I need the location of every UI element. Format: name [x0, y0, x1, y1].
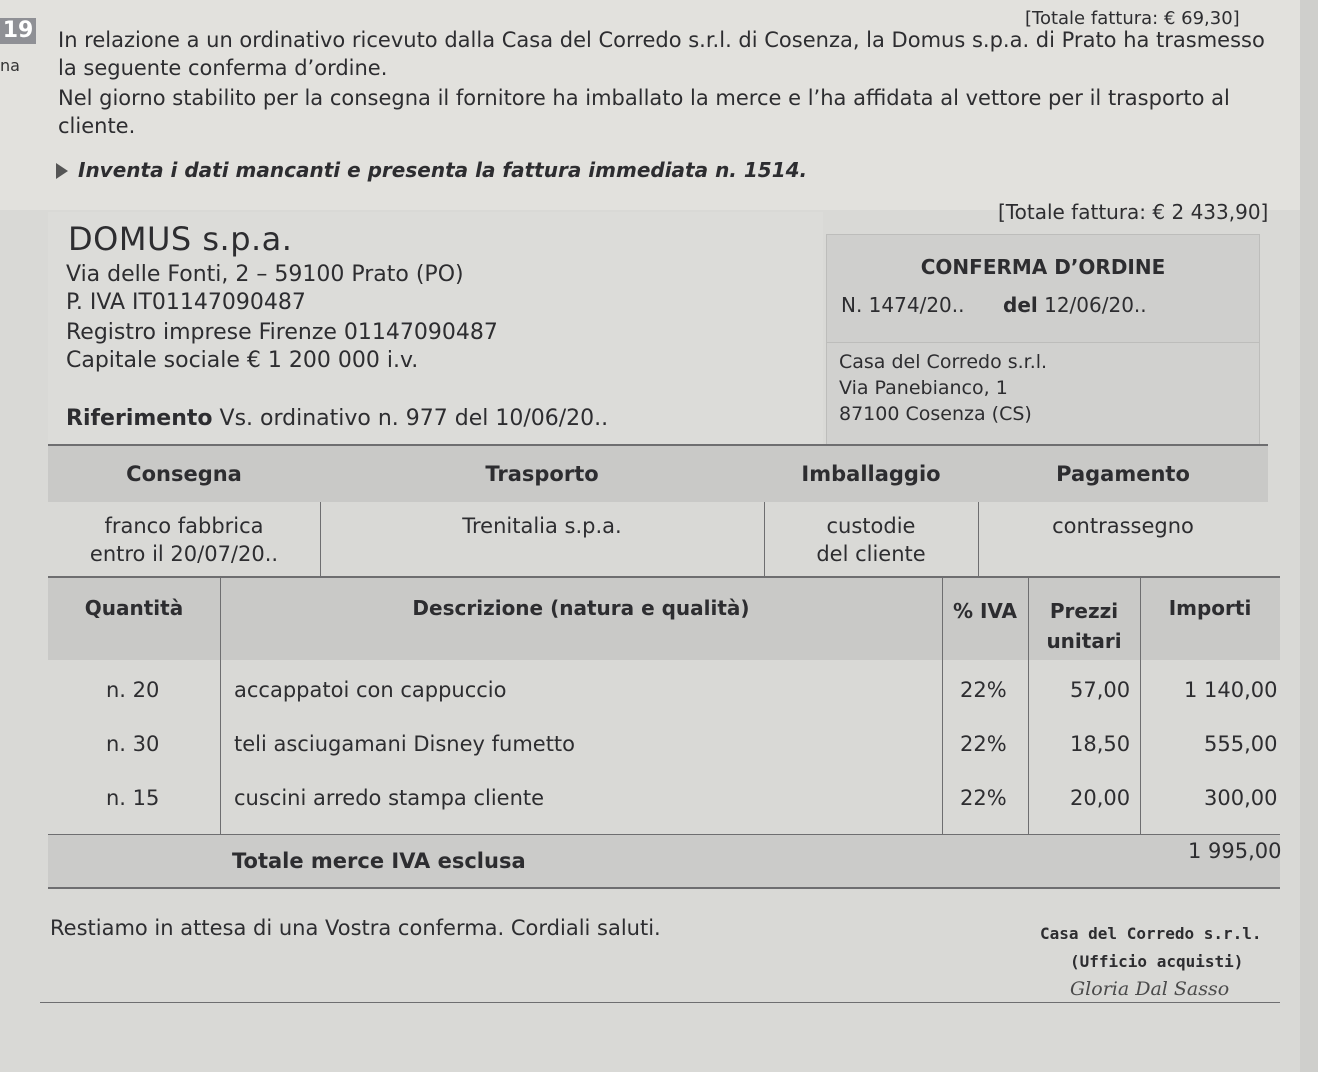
item-amount: 1 140,00	[1184, 678, 1278, 702]
total-value: 1 995,00	[1188, 839, 1282, 863]
recipient-block	[826, 342, 1260, 446]
terms-value	[978, 502, 1268, 540]
exercise-number: 19	[0, 18, 36, 44]
column-header-vat: % IVA	[952, 599, 1018, 623]
terms-value-line: custodie	[826, 514, 916, 538]
terms-header: Trasporto	[320, 446, 764, 502]
terms-value-line: entro il 20/07/20..	[89, 542, 279, 566]
terms-value	[764, 502, 978, 568]
recipient-name: Casa del Corredo s.r.l.	[839, 351, 1048, 373]
item-vat: 22%	[960, 786, 1007, 810]
confirmation-number: N. 1474/20..	[841, 293, 965, 317]
item-description: teli asciugamani Disney fumetto	[234, 732, 576, 756]
order-confirmation-form	[48, 212, 1280, 1012]
item-quantity: n. 20	[106, 678, 160, 702]
item-unit-price: 18,50	[1070, 732, 1131, 756]
terms-transport	[320, 446, 765, 576]
column-header-unit-price: Prezzi unitari	[1046, 599, 1122, 653]
terms-header: Consegna	[48, 446, 320, 502]
exercise-text-line: Nel giorno stabilito per la consegna il fornitore ha imballato la merce e l’ha affidata al vettore per il trasporto al	[58, 86, 1230, 110]
terms-payment	[978, 446, 1268, 576]
task-instruction	[56, 158, 807, 182]
total-row	[48, 834, 1280, 889]
task-text: Inventa i dati mancanti e presenta la fattura immediata n. 1514.	[78, 158, 808, 182]
sender-vat: P. IVA IT01147090487	[66, 290, 306, 315]
terms-packaging	[764, 446, 979, 576]
terms-header: Imballaggio	[764, 446, 978, 502]
exercise-text-line: cliente.	[58, 114, 136, 138]
items-header-row	[48, 578, 1280, 660]
terms-value	[320, 502, 764, 540]
item-amount: 555,00	[1204, 732, 1278, 756]
signature-department: (Ufficio acquisti)	[1070, 952, 1244, 971]
item-quantity: n. 30	[106, 732, 160, 756]
sender-registry: Registro imprese Firenze 01147090487	[66, 320, 498, 345]
item-quantity: n. 15	[106, 786, 160, 810]
items-table	[48, 576, 1280, 888]
table-row	[48, 678, 1280, 734]
column-header-quantity: Quantità	[84, 596, 184, 620]
item-vat: 22%	[960, 732, 1007, 756]
item-amount: 300,00	[1204, 786, 1278, 810]
signature-company: Casa del Corredo s.r.l.	[1040, 924, 1262, 943]
item-unit-price: 20,00	[1070, 786, 1131, 810]
reference-label: Riferimento	[66, 406, 213, 431]
date-label: del	[1003, 293, 1038, 317]
column-header-description: Descrizione (natura e qualità)	[412, 596, 750, 620]
sender-capital: Capitale sociale € 1 200 000 i.v.	[66, 348, 419, 373]
column-header-amount: Importi	[1168, 596, 1252, 620]
table-row	[48, 732, 1280, 788]
date-value: 12/06/20..	[1044, 293, 1147, 317]
total-label: Totale merce IVA esclusa	[232, 849, 526, 873]
closing-text: Restiamo in attesa di una Vostra conferma. Cordiali saluti.	[50, 916, 661, 940]
terms-value-line: franco fabbrica	[104, 514, 264, 538]
sender-address: Via delle Fonti, 2 – 59100 Prato (PO)	[66, 262, 464, 287]
margin-label: na	[0, 56, 20, 75]
sender-name: DOMUS s.p.a.	[68, 220, 293, 258]
recipient-city: 87100 Cosenza (CS)	[839, 403, 1032, 425]
terms-delivery	[48, 446, 321, 576]
item-vat: 22%	[960, 678, 1007, 702]
terms-value-line: del cliente	[816, 542, 926, 566]
terms-value-line: Trenitalia s.p.a.	[462, 514, 622, 538]
confirmation-header	[826, 234, 1260, 344]
item-description: accappatoi con cappuccio	[234, 678, 507, 702]
triangle-bullet-icon	[56, 163, 68, 179]
recipient-street: Via Panebianco, 1	[839, 377, 1008, 399]
form-bottom-border	[40, 1002, 1280, 1003]
previous-exercise-total: [Totale fattura: € 69,30]	[1025, 8, 1240, 29]
document-title: CONFERMA D’ORDINE	[920, 255, 1166, 279]
confirmation-date	[1003, 293, 1147, 317]
terms-header: Pagamento	[978, 446, 1268, 502]
page-edge	[1300, 0, 1318, 1072]
sender-block	[48, 212, 823, 444]
exercise-text-line: la seguente conferma d’ordine.	[58, 56, 388, 80]
handwritten-signature: Gloria Dal Sasso	[1070, 978, 1230, 1000]
terms-table	[48, 444, 1268, 576]
terms-value-line: contrassegno	[1052, 514, 1194, 538]
reference-text: Vs. ordinativo n. 977 del 10/06/20..	[219, 406, 609, 431]
exercise-text-line: In relazione a un ordinativo ricevuto dalla Casa del Corredo s.r.l. di Cosenza, la Domus s.p.a. di Prato ha trasmesso	[58, 28, 1265, 52]
item-description: cuscini arredo stampa cliente	[234, 786, 545, 810]
item-unit-price: 57,00	[1070, 678, 1131, 702]
document-total: [Totale fattura: € 2 433,90]	[998, 200, 1269, 224]
order-reference	[66, 406, 608, 431]
terms-value	[48, 502, 320, 568]
